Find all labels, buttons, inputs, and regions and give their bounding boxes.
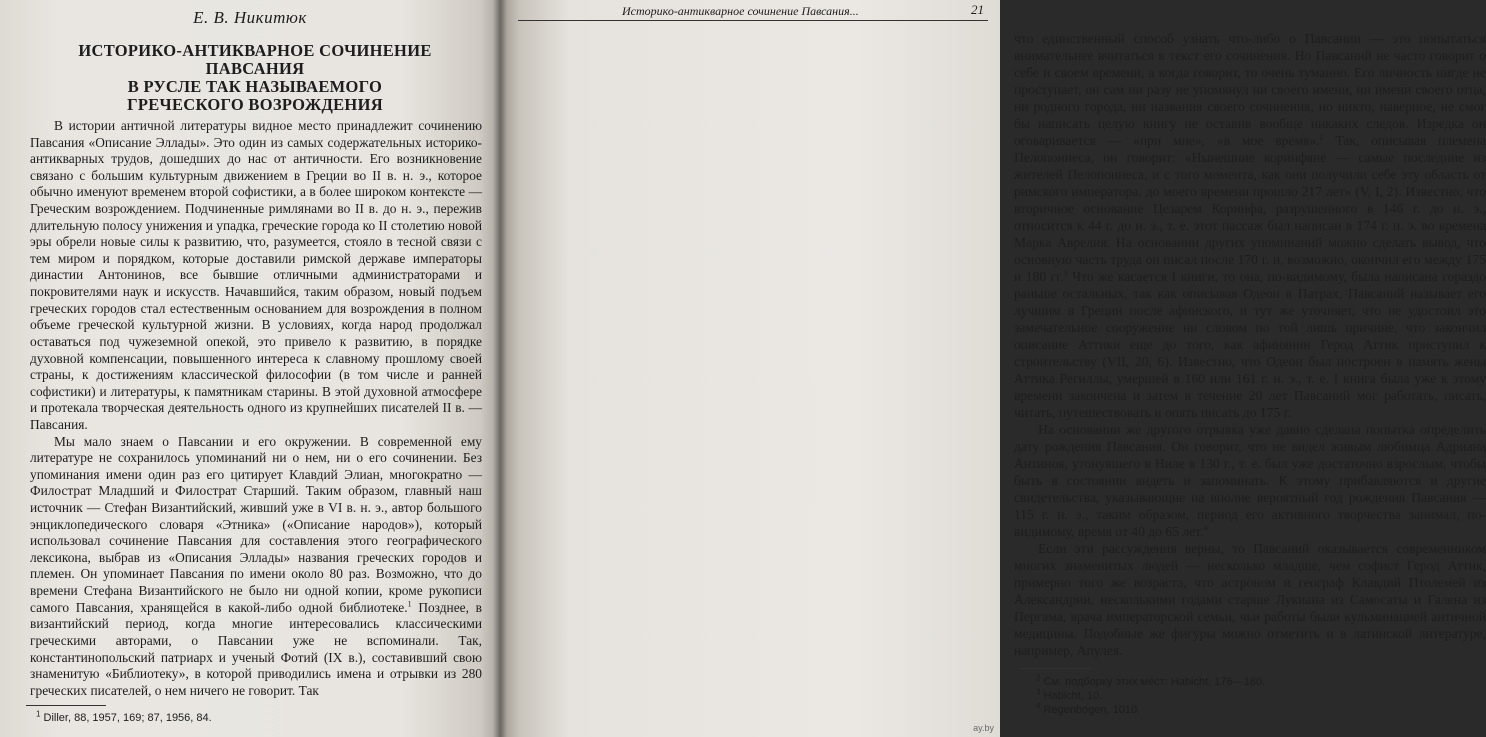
- right-paragraph-3: Если эти рассуждения верны, то Павсаний оказывается современником многих знаменитых людей — несколько младше, чем софист Герод Аттик, примерно того же возраста, что астроном и географ Клавдий Птолемей из Александрии, несколькими годами старше Лукиана из Самосаты и Галена из Пергама, врача императорской семьи, чьи работы были кульминацией античной медицины. Подобные же фигуры можно отметить и в латинской литературе, например, Апулея.: [1014, 541, 1486, 658]
- footnote-2: $^2$ См. подборку этих мест: Habicht, 176—180.: [1036, 673, 1266, 688]
- title-line-2: В РУСЛЕ ТАК НАЗЫВАЕМОГО: [127, 77, 383, 96]
- footnote-1: $^1$ Diller, 88, 1957, 169; 87, 1956, 84.: [36, 709, 212, 724]
- watermark: ay.by: [973, 723, 994, 733]
- left-body-text: [30, 118, 482, 699]
- left-paragraph-1: В истории античной литературы видное место принадлежит сочинению Павсания «Описание Эллады». Это один из самых содержательных историко-антикварных трудов, дошедших до нас от античности. Его возникновение связано с большим культурным движением в Греции во II в. н. э., которое обычно именуют временем второй софистики, а в более широком контексте — Греческим возрождением. Подчиненные римлянами во II в. до н. э., пережив длительную полосу унижения и упадка, греческие города ко II столетию новой эры обрели новые силы к развитию, что, разумеется, стояло в тесной связи с тем миром и порядком, которые доставили римской державе императоры династии Антонинов, все бывшие отличными администраторами и покровителями наук и искусств. Начавшийся, таким образом, новый подъем греческих городов стал естественным основанием для возрождения в полном объеме греческой культурной жизни. В условиях, когда народ продолжал оставаться под чужеземной опекой, это привело к развитию, в порядке духовной компенсации, повышенного интереса к славному прошлому своей страны, к достижениям классической философии (в том числе и ранней софистики) и литературы, к памятникам старины. В этой духовной атмосфере и протекала творческая деятельность одного из крупнейших писателей II в. — Павсания.: [30, 118, 482, 432]
- footnote-ref-4: 4: [1203, 523, 1208, 533]
- footnote-ref-1: 1: [407, 599, 412, 609]
- title-line-1: ИСТОРИКО-АНТИКВАРНОЕ СОЧИНЕНИЕ ПАВСАНИЯ: [78, 41, 432, 78]
- footnote-ref-3: 3: [1063, 268, 1068, 278]
- right-running-head: [518, 4, 988, 21]
- footnote-divider: [26, 705, 106, 706]
- right-body-text: [1014, 30, 1486, 659]
- right-paragraph-2: На основании же другого отрывка уже давно сделана попытка определить дату рождения Павсания. Он говорит, что не видел живым любимца Адриана Антиноя, утонувшего в Ниле в 130 г., т. е. был уже достаточно взрослым, чтобы быть в состоянии видеть и запоминать. К этому прибавляются и другие свидетельства, указывающие на вполне вероятный год рождения Павсания — 115 г. н. э., таким образом, период его активного творчества занимал, по-видимому, время от 40 до 65 лет.$^4$: [1014, 422, 1486, 539]
- footnote-ref-2: 2: [1319, 132, 1324, 142]
- right-page: [500, 0, 1486, 737]
- left-paragraph-2: Мы мало знаем о Павсании и его окружении. В современной ему литературе не сохранилось упоминаний ни о нем, ни о его сочинении. Без упоминания имени один раз его цитирует Клавдий Элиан, многократно — Филострат Младший и Филострат Старший. Таким образом, главный наш источник — Стефан Византийский, живший уже в VI в. н. э., автор большого энциклопедического словаря «Этника» («Описание народов»), который использовал сочинение Павсания для составления этого географического лексикона, выбрав из «Описания Эллады» названия греческих городов и племен. Он упоминает Павсания по имени около 80 раз. Возможно, что до времени Стефана Византийского не было ни одной копии, кроме рукописи самого Павсания, хранящейся в какой-либо одной библиотеке.$^1$ Позднее, в византийский период, когда многие интересовались классическими греческими авторами, о Павсании уже не вспоминали. Так, константинопольский патриарх и ученый Фотий (IX в.), составивший свою знаменитую «Библиотеку», в которой приводились имена и отрывки из 280 греческих писателей, о нем ничего не говорит. Так: [30, 433, 482, 698]
- article-title: [30, 42, 480, 114]
- left-page: [0, 0, 500, 737]
- book-gutter: [493, 0, 507, 737]
- footnote-3: $^3$ Habicht, 10.: [1036, 687, 1103, 702]
- left-running-head: Е. В. Никитюк: [193, 8, 307, 27]
- footnote-divider: [1020, 668, 1090, 669]
- running-head-title: Историко-антикварное сочинение Павсания...: [622, 4, 859, 18]
- footnotes-right: [1036, 675, 1265, 717]
- footnote-4: $^4$ Regenbogen, 1010.: [1036, 701, 1141, 716]
- page-number: 21: [971, 2, 984, 17]
- title-line-3: ГРЕЧЕСКОГО ВОЗРОЖДЕНИЯ: [127, 95, 383, 114]
- right-paragraph-1: что единственный способ узнать что-либо о Павсании — это попытаться внимательнее вчитаться в текст его сочинения. Но Павсаний не часто говорит о себе и своем времени, а когда говорит, то очень туманно. Его личность нигде не проступает, он сам ни разу не упомянул ни своего имени, ни имени своего отца, ни родного города, ни названия своего сочинения, но никто, наверное, не смог бы написать целую книгу не оставив вообще никаких следов. Изредка он оговаривается — «при мне», «в мое время».$^2$ Так, описывая племена Пелопоннеса, он говорит: «Нынешние коринфяне — самые последние из жителей Пелопоннеса, и с того момента, как они получили себе эту область от римского императора, до моего времени прошло 217 лет» (V, I, 2). Известно, что вторичное основание Цезарем Коринфа, разрушенного в 146 г. до н. э., относится к 44 г. до н. э., т. е. этот пассаж был написан в 174 г. н. э. во времена Марка Аврелия. На основании других упоминаний можно сделать вывод, что основную часть труда он писал после 170 г. и, возможно, окончил его между 175 и 180 гг.$^3$ Что же касается I книги, то она, по-видимому, была написана гораздо раньше остальных, так как описывая Одеон в Патрах, Павсаний называет его лучшим в Греции после афинского, и тут же уточняет, что не удостоил это замечательное сооружение ни словом по той лишь причине, что закончил описание Аттики еще до того, как афинянин Герод Аттик приступил к строительству (VII, 20, 6). Известно, что Одеон был построен в память жены Аттика Региллы, умершей в 160 или 161 г. н. э., т. е. I книга была уже к этому времени закончена и затем в течение 20 лет Павсаний мог работать, писать, читать, путешествовать и опять писать до 175 г.: [1014, 31, 1486, 420]
